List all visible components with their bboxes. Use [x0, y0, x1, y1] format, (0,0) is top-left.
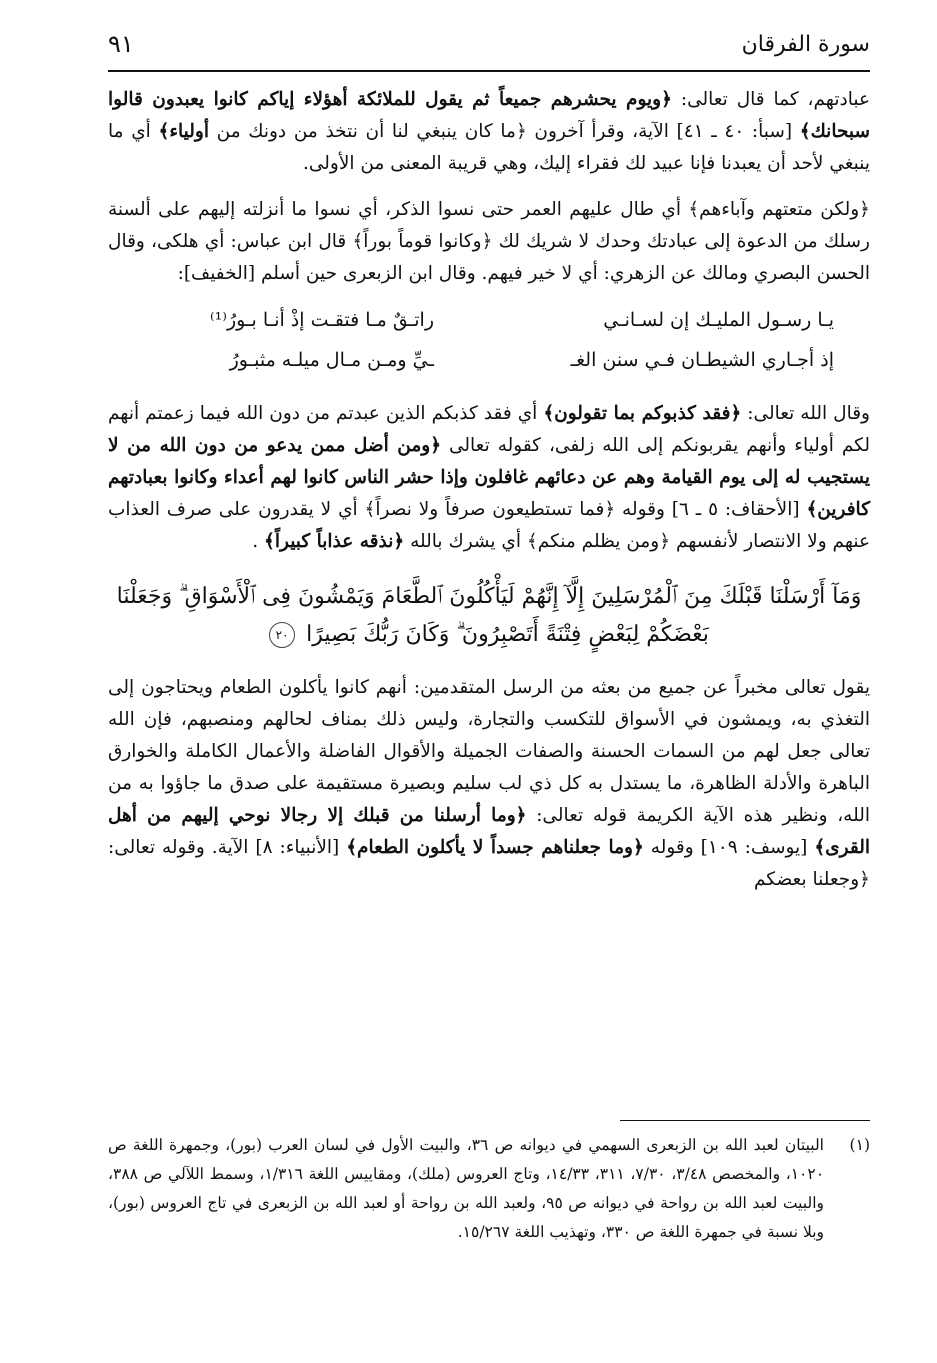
page-header [108, 28, 870, 72]
text-span: [الأحقاف: ٥ ـ ٦] وقوله ﴿فما تستطيعون صرفاً ولا نصراً﴾ أي لا يقدرون على صرف العذاب عنهم ولا الانتصار لأنفسهم ﴿ومن يظلم منكم﴾ أي يشرك بالله [108, 499, 870, 552]
paragraph-3 [108, 398, 870, 558]
quran-line-text: بَعْضَكُمْ لِبَعْضٍ فِتْنَةً أَتَصْبِرُونَ ۗ وَكَانَ رَبُّكَ بَصِيرًا [306, 622, 709, 647]
text-span: [الأنبياء: ٨] الآية. وقوله تعالى: ﴿وجعلنا بعضكم [108, 837, 870, 890]
footnote [108, 1131, 870, 1247]
text-span: يقول تعالى مخبراً عن جميع من بعثه من الرسل المتقدمين: أنهم كانوا يأكلون الطعام ويحتاجون إلى التغذي به، ويمشون في الأسواق للتكسب والتجارة، وليس ذلك بمناف لحالهم ومنصبهم، فإن الله تعالى جعل لهم من السمات الحسنة والصفات الجميلة والأقوال الفاضلة والأعمال الكاملة والخوارق الباهرة والأدلة الظاهرة، ما يستدل به كل ذي لب سليم وبصيرة مستقيمة على صدق ما جاؤوا به من الله، ونظير هذه الآية الكريمة قوله تعالى: [108, 677, 871, 826]
quran-quote: ﴿ومن أضل ممن يدعو من دون الله من لا يستجيب له إلى يوم القيامة وهم عن دعائهم غافلون وإذا حشر الناس كانوا لهم أعداء وكانوا بعبادتهم كافرين﴾ [108, 435, 871, 520]
poem-line [108, 344, 834, 384]
footnotes [108, 1120, 870, 1247]
text-span: [يوسف: ١٠٩] وقوله [643, 837, 815, 858]
quran-line [108, 616, 870, 654]
paragraph-1 [108, 84, 870, 180]
quran-verse-block [108, 578, 870, 654]
ayah-number-marker: ٢٠ [269, 622, 295, 648]
quran-quote: ﴿نذقه عذاباً كبيراً﴾ [264, 531, 405, 552]
text-span: عبادتهم، كما قال تعالى: [671, 89, 870, 110]
quran-quote: ﴿وما أرسلنا من قبلك إلا رجالا نوحي إليهم من أهل القرى﴾ [108, 805, 871, 858]
poem-line [108, 304, 834, 344]
poem-hemistich-left: ـيِّ ومـن مـال ميلـه مثبـورُ [229, 349, 434, 371]
text-span: [سبأ: ٤٠ ـ ٤١] الآية، وقرأ آخرون ﴿ما كان ينبغي لنا أن نتخذ من دونك من [208, 121, 800, 142]
quran-quote: ﴿ويوم يحشرهم جميعاً ثم يقول للملائكة أهؤلاء إياكم كانوا يعبدون قالوا سبحانك﴾ [108, 89, 870, 142]
quran-line: وَمَآ أَرْسَلْنَا قَبْلَكَ مِنَ ٱلْمُرْسَلِينَ إِلَّآ إِنَّهُمْ لَيَأْكُلُونَ ٱلطَّعَامَ وَيَمْشُونَ فِى ٱلْأَسْوَاقِ ۗ وَجَعَلْنَا [116, 584, 862, 609]
footnote-text: البيتان لعبد الله بن الزبعرى السهمي في ديوانه ص ٣٦، والبيت الأول في لسان العرب (بور)، وجمهرة اللغة ص ١٠٢٠، والمخصص ٣/٤٨، ٧/٣٠، ٣١١، ١٤/٣٣، وتاج العروس (ملك)، ومقاييس اللغة ١/٣١٦، وسمط اللآلي ص ٣٨٨، والبيت لعبد الله بن رواحة في ديوانه ص ٩٥، ولعبد الله بن رواحة أو لعبد الله بن الزبعرى في تاج العروس (بور)، وبلا نسبة في جمهرة اللغة ص ٣٣٠، وتهذيب اللغة ١٥/٢٦٧. [108, 1136, 825, 1241]
text-span: أي فقد كذبكم الذين عبدتم من دون الله فيما زعمتم أنهم لكم أولياء وأنهم يقربونكم إلى الله زلفى، كقوله تعالى [108, 403, 870, 456]
paragraph-2 [108, 194, 870, 290]
page-number: ٩١ [108, 30, 134, 58]
text-span: . [252, 531, 265, 552]
surah-title: سورة الفرقان [741, 32, 870, 57]
main-text [108, 84, 870, 910]
poem-hemistich-right: إذ أجـاري الشيطـان فـي سنن الغـ [570, 349, 834, 371]
footnote-number: (١) [849, 1136, 870, 1154]
quran-quote: ﴿فقد كذبوكم بما تقولون﴾ [543, 403, 742, 424]
text-span: أي ما ينبغي لأحد أن يعبدنا فإنا عبيد لك فقراء إليك، وهي قريبة المعنى من الأولى. [108, 121, 870, 174]
poem [108, 304, 834, 386]
paragraph-4 [108, 672, 870, 896]
poem-hemistich-left: راتـقٌ مـا فتقـت إذْ أنـا بـورُ⁽¹⁾ [209, 309, 434, 331]
footnote-separator [620, 1120, 870, 1121]
quran-quote: ﴿وما جعلناهم جسداً لا يأكلون الطعام﴾ [346, 837, 644, 858]
text-span: وقال الله تعالى: [741, 403, 870, 424]
poem-hemistich-right: يـا رسـول المليـك إن لسـانـي [603, 309, 834, 331]
quran-quote: أولياء﴾ [158, 121, 209, 142]
text-span: ﴿ولكن متعتهم وآباءهم﴾ أي طال عليهم العمر حتى نسوا الذكر، أي نسوا ما أنزلته إليهم على ألسنة رسلك من الدعوة إلى عبادتك وحدك لا شريك لك ﴿وكانوا قوماً بوراً﴾ قال ابن عباس: أي هلكى، وقال الحسن البصري ومالك عن الزهري: أي لا خير فيهم. وقال ابن الزبعرى حين أسلم [الخفيف]: [108, 199, 870, 284]
